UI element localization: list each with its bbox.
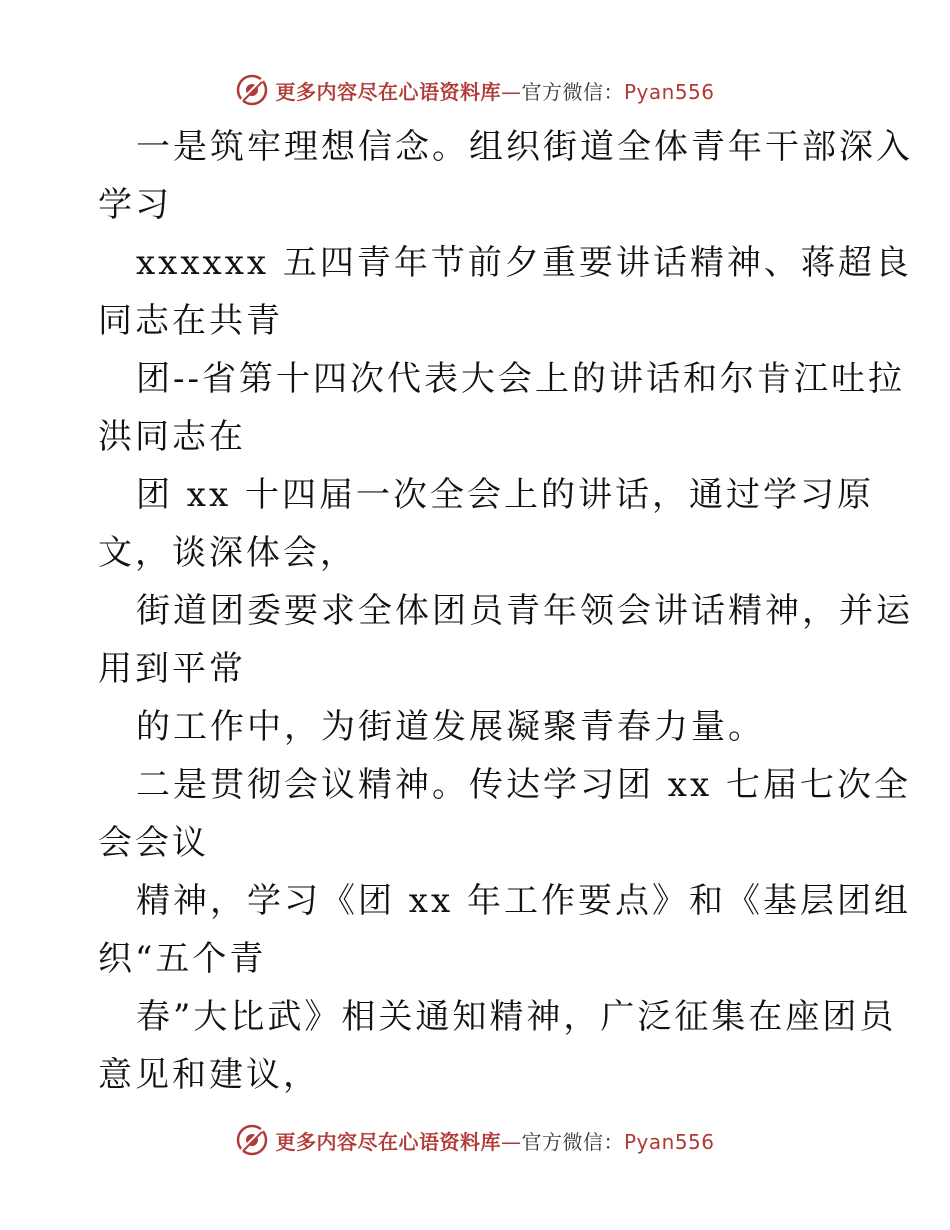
banner-handle: Pyan556 <box>623 79 715 104</box>
banner-dash: — <box>500 79 522 104</box>
footer-banner <box>0 1120 950 1160</box>
body-text-line: 洪同志在 <box>98 417 246 457</box>
banner-text <box>275 76 714 105</box>
banner-lead: 更多内容尽在心语资料库 <box>275 1129 501 1154</box>
body-text-line: 二是贯彻会议精神。传达学习团 xx 七届七次全 <box>136 765 911 805</box>
body-text-line: 文，谈深体会， <box>98 533 357 573</box>
body-text-line: 会会议 <box>98 823 209 863</box>
body-text-line: 精神，学习《团 xx 年工作要点》和《基层团组 <box>136 881 911 921</box>
body-text-line: 同志在共青 <box>98 301 283 341</box>
banner-text <box>275 1126 714 1155</box>
banner-wechat-label: 官方微信： <box>521 79 624 104</box>
banner-handle: Pyan556 <box>623 1129 715 1154</box>
body-text-line: 的工作中，为街道发展凝聚青春力量。 <box>136 707 765 747</box>
banner-dash: — <box>500 1129 522 1154</box>
brand-logo-icon <box>235 1123 269 1157</box>
body-text-line: 街道团委要求全体团员青年领会讲话精神，并运 <box>136 591 913 631</box>
banner-wechat-label: 官方微信： <box>521 1129 624 1154</box>
body-text-line: 用到平常 <box>98 649 246 689</box>
body-text-line: 团 xx 十四届一次全会上的讲话，通过学习原 <box>136 475 874 515</box>
body-text-line: 团--省第十四次代表大会上的讲话和尔肯江吐拉 <box>136 359 905 399</box>
body-text-line: 织“五个青 <box>98 939 267 979</box>
brand-logo-icon <box>235 73 269 107</box>
header-banner <box>0 70 950 110</box>
banner-lead: 更多内容尽在心语资料库 <box>275 79 501 104</box>
body-text-line: 意见和建议， <box>98 1055 320 1095</box>
body-text-line: 学习 <box>98 185 172 225</box>
body-text-line: 春”大比武》相关通知精神，广泛征集在座团员 <box>136 997 897 1037</box>
document-body <box>98 118 913 1104</box>
body-text-line: 一是筑牢理想信念。组织街道全体青年干部深入 <box>136 127 913 167</box>
body-text-line: xxxxxx 五四青年节前夕重要讲话精神、蒋超良 <box>136 243 912 283</box>
